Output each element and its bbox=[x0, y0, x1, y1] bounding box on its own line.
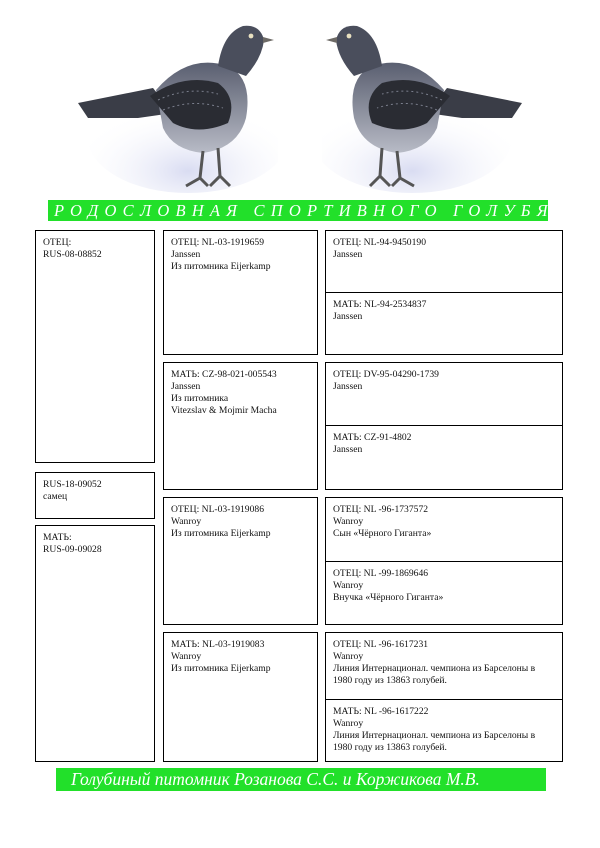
great-grandparent-title: ОТЕЦ: NL -96-1617231 bbox=[333, 639, 429, 650]
grandparent-line: Vitezslav & Mojmir Macha bbox=[171, 405, 277, 416]
pigeon-left-image bbox=[78, 18, 278, 193]
grandparent-line: Из питомника Eijerkamp bbox=[171, 528, 271, 539]
grandparent-box bbox=[163, 632, 318, 762]
great-grandparent-box bbox=[326, 633, 562, 699]
great-grandparent-line: Wanroy bbox=[333, 718, 364, 729]
grandparent-title: ОТЕЦ: NL-03-1919659 bbox=[171, 237, 264, 248]
bird-ring: RUS-18-09052 bbox=[43, 479, 102, 490]
mother-ring: RUS-09-09028 bbox=[43, 544, 102, 555]
grandparent-box bbox=[163, 497, 318, 625]
mother-box bbox=[35, 525, 155, 762]
great-grandparent-line: Внучка «Чёрного Гиганта» bbox=[333, 592, 444, 603]
grandparent-box bbox=[163, 230, 318, 355]
bird-box bbox=[35, 472, 155, 519]
grandparent-line: Из питомника Eijerkamp bbox=[171, 663, 271, 674]
great-grandparent-title: ОТЕЦ: NL -96-1737572 bbox=[333, 504, 429, 515]
footer-kennel-name: Голубиный питомник Розанова С.С. и Коржикова М.В. bbox=[56, 768, 546, 791]
great-grandparent-box bbox=[326, 231, 562, 292]
great-grandparent-line: Wanroy bbox=[333, 516, 364, 527]
great-grandparent-line: Сын «Чёрного Гиганта» bbox=[333, 528, 432, 539]
grandparent-title: МАТЬ: CZ-98-021-005543 bbox=[171, 369, 277, 380]
pigeon-right-image bbox=[322, 18, 522, 193]
father-ring: RUS-08-08852 bbox=[43, 249, 102, 260]
grandparent-line: Из питомника Eijerkamp bbox=[171, 261, 271, 272]
father-label: ОТЕЦ: bbox=[43, 237, 72, 248]
grandparent-line: Wanroy bbox=[171, 651, 202, 662]
great-grandparent-line: Линия Интернационал. чемпиона из Барселоны в 1980 году из 13863 голубей. bbox=[333, 663, 536, 686]
great-grandparent-title: МАТЬ: CZ-91-4802 bbox=[333, 432, 412, 443]
great-grandparent-box bbox=[326, 561, 562, 625]
great-grandparent-box bbox=[326, 498, 562, 561]
father-box bbox=[35, 230, 155, 463]
great-grandparent-line: Janssen bbox=[333, 249, 363, 260]
grandparent-line: Janssen bbox=[171, 249, 201, 260]
great-grandparent-title: МАТЬ: NL -96-1617222 bbox=[333, 706, 429, 717]
great-grandparent-box bbox=[326, 292, 562, 355]
grandparent-title: МАТЬ: NL-03-1919083 bbox=[171, 639, 265, 650]
great-grandparent-line: Wanroy bbox=[333, 651, 364, 662]
great-grandparent-pair bbox=[325, 497, 563, 625]
great-grandparent-box bbox=[326, 425, 562, 490]
great-grandparent-line: Janssen bbox=[333, 444, 363, 455]
great-grandparent-line: Janssen bbox=[333, 381, 363, 392]
grandparent-line: Из питомника bbox=[171, 393, 229, 404]
great-grandparent-pair bbox=[325, 230, 563, 355]
great-grandparent-title: ОТЕЦ: DV-95-04290-1739 bbox=[333, 369, 439, 380]
great-grandparent-box bbox=[326, 363, 562, 425]
great-grandparent-line: Janssen bbox=[333, 311, 363, 322]
grandparent-line: Wanroy bbox=[171, 516, 202, 527]
mother-label: МАТЬ: bbox=[43, 532, 72, 543]
grandparent-title: ОТЕЦ: NL-03-1919086 bbox=[171, 504, 264, 515]
great-grandparent-title: ОТЕЦ: NL -99-1869646 bbox=[333, 568, 429, 579]
bird-sex: самец bbox=[43, 491, 68, 502]
great-grandparent-pair bbox=[325, 632, 563, 762]
page-title: РОДОСЛОВНАЯ СПОРТИВНОГО ГОЛУБЯ bbox=[48, 200, 548, 221]
great-grandparent-title: МАТЬ: NL-94-2534837 bbox=[333, 299, 427, 310]
great-grandparent-line: Wanroy bbox=[333, 580, 364, 591]
grandparent-box bbox=[163, 362, 318, 490]
grandparent-line: Janssen bbox=[171, 381, 201, 392]
great-grandparent-pair bbox=[325, 362, 563, 490]
great-grandparent-box bbox=[326, 699, 562, 762]
great-grandparent-line: Линия Интернационал. чемпиона из Барселоны в 1980 году из 13863 голубей. bbox=[333, 730, 536, 753]
great-grandparent-title: ОТЕЦ: NL-94-9450190 bbox=[333, 237, 426, 248]
